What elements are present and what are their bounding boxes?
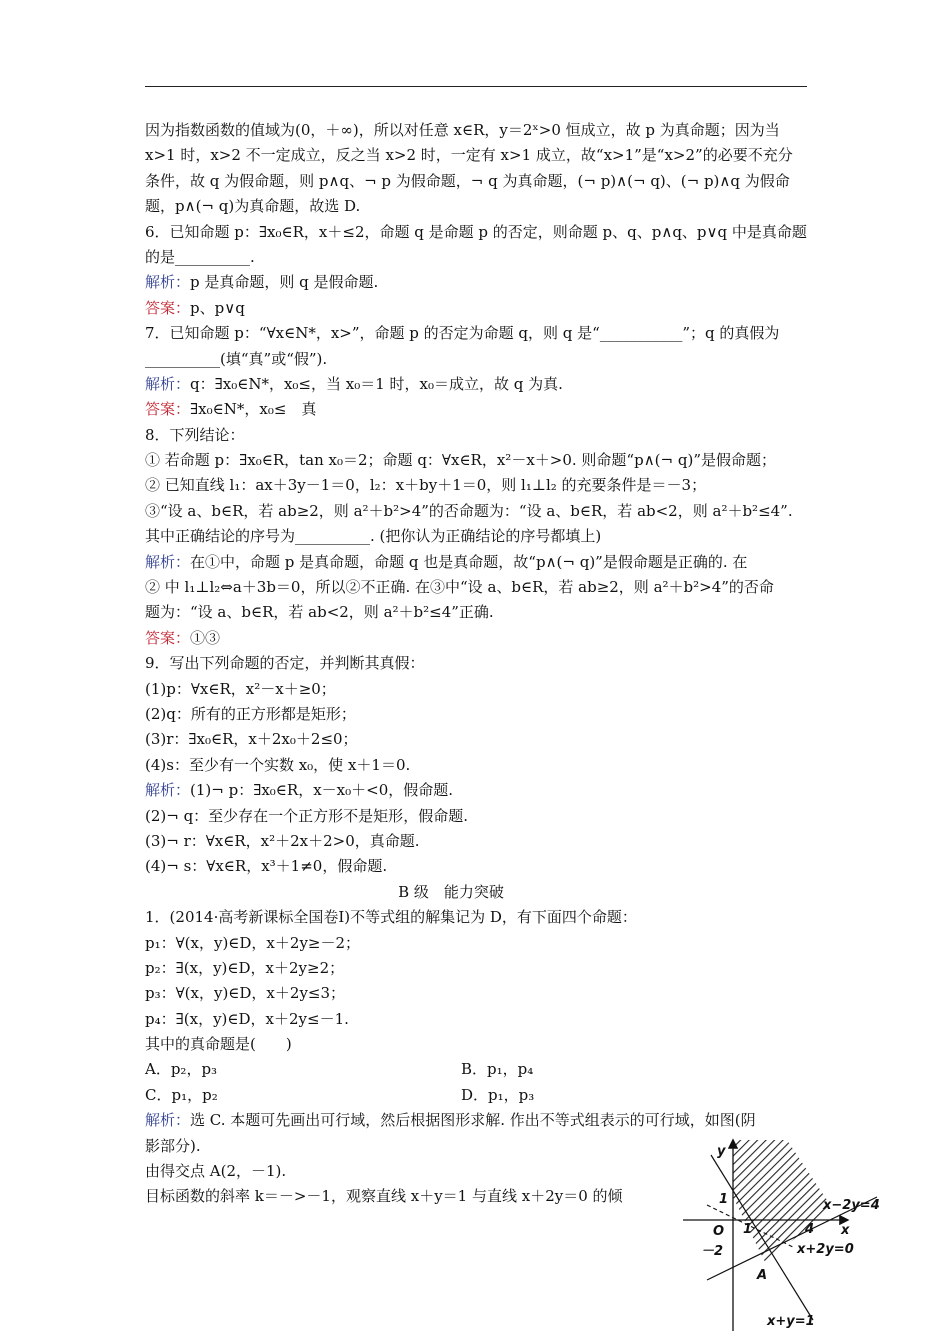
b1-analysis [145, 1108, 807, 1133]
answer-text: ∃x₀∈N*，x₀≤ 真 [190, 400, 317, 419]
intro-line: x>1 时，x>2 不一定成立，反之当 x>2 时，一定有 x>1 成立，故“x>1”是“x>2”的必要不充分 [145, 146, 793, 165]
b1-analysis-cont: 由得交点 A(2，－1). [145, 1162, 287, 1181]
label-x-minus-2y-eq-4: x−2y=4 [823, 1198, 880, 1213]
feasible-region-svg [677, 1135, 897, 1335]
q9-question: 9．写出下列命题的否定，并判断其真假： [145, 654, 425, 673]
option-d: D．p₁，p₃ [461, 1085, 535, 1104]
q7-question: 7．已知命题 p：“∀x∈N*，x>”，命题 p 的否定为命题 q，则 q 是“___________”；q 的真假为 [145, 324, 780, 343]
q9-analysis-cont: (3)¬ r：∀x∈R，x²＋2x＋2>0，真命题. [145, 831, 420, 850]
q9-question: (1)p：∀x∈R，x²－x＋≥0； [145, 679, 336, 698]
q6-answer [145, 296, 807, 321]
q6-question: 的是__________. [145, 247, 255, 266]
b1-question: p₃：∀(x，y)∈D，x＋2y≤3； [145, 984, 346, 1003]
q8-analysis [145, 550, 807, 575]
q9-analysis-cont: (2)¬ q：至少存在一个正方形不是矩形，假命题. [145, 806, 468, 825]
q6-question: 6．已知命题 p：∃x₀∈R，x＋≤2，命题 q 是命题 p 的否定，则命题 p、q、p∧q、p∨q 中是真命题 [145, 222, 807, 241]
b1-analysis-cont: 影部分). [145, 1136, 201, 1155]
point-a-label: A [757, 1268, 768, 1283]
intro-line: 条件，故 q 为假命题，则 p∧q、¬ p 为假命题，¬ q 为真命题，(¬ p)∧(¬ q)、(¬ p)∧q 为假命 [145, 171, 790, 190]
analysis-label: 解析： [145, 1111, 191, 1130]
option-b: B．p₁，p₄ [461, 1060, 534, 1079]
x-axis-label: x [841, 1223, 850, 1238]
analysis-label: 解析： [145, 374, 191, 393]
q9-question: (3)r：∃x₀∈R，x＋2x₀＋2≤0； [145, 730, 358, 749]
b1-options-row [145, 1057, 807, 1082]
b1-analysis-cont: 目标函数的斜率 k＝－>－1，观察直线 x＋y＝1 与直线 x＋2y＝0 的倾 [145, 1187, 623, 1206]
q8-question: ② 已知直线 l₁：ax＋3y－1＝0，l₂：x＋by＋1＝0，则 l₁⊥l₂ 的充要条件是＝－3； [145, 476, 707, 495]
section-heading: B 级 能力突破 [398, 882, 504, 901]
option-c: C．p₁，p₂ [145, 1085, 218, 1104]
q9-analysis [145, 778, 807, 803]
q8-question: ① 若命题 p：∃x₀∈R，tan x₀＝2；命题 q：∀x∈R，x²－x＋>0. 则命题“p∧(¬ q)”是假命题； [145, 451, 776, 470]
feasible-region-figure [677, 1135, 897, 1335]
analysis-text: (1)¬ p：∃x₀∈R，x－x₀＋<0，假命题. [190, 781, 454, 800]
header-rule [145, 86, 807, 87]
analysis-label: 解析： [145, 552, 191, 571]
q8-analysis-cont: 题为：“设 a、b∈R，若 ab<2，则 a²＋b²≤4”正确. [145, 603, 494, 622]
q8-analysis-cont: ② 中 l₁⊥l₂⇔a＋3b＝0，所以②不正确. 在③中“设 a、b∈R，若 ab≥2，则 a²＋b²>4”的否命 [145, 578, 774, 597]
b1-question: p₄：∃(x，y)∈D，x＋2y≤－1. [145, 1009, 349, 1028]
answer-text: ①③ [190, 628, 221, 647]
b1-question: p₂：∃(x，y)∈D，x＋2y≥2； [145, 958, 345, 977]
q8-question: 其中正确结论的序号为__________. (把你认为正确结论的序号都填上) [145, 527, 602, 546]
answer-label: 答案： [145, 400, 191, 419]
label-x-plus-2y-eq-0: x+2y=0 [797, 1242, 854, 1257]
q8-answer [145, 626, 807, 651]
b1-options-row [145, 1083, 807, 1108]
q8-question: ③“设 a、b∈R，若 ab≥2，则 a²＋b²>4”的否命题为：“设 a、b∈R，若 ab<2，则 a²＋b²≤4”. [145, 501, 793, 520]
q7-answer [145, 397, 807, 422]
answer-label: 答案： [145, 298, 191, 317]
q9-analysis-cont: (4)¬ s：∀x∈R，x³＋1≠0，假命题. [145, 857, 388, 876]
answer-label: 答案： [145, 628, 191, 647]
document-body [145, 118, 807, 1210]
y-axis-label: y [717, 1144, 726, 1159]
label-x-plus-y-eq-1: x+y=1 [767, 1314, 815, 1329]
b1-question: 1．(2014·高考新课标全国卷Ⅰ)不等式组的解集记为 D，有下面四个命题： [145, 908, 637, 927]
x-tick-4: 4 [805, 1222, 815, 1237]
q9-question: (4)s：至少有一个实数 x₀，使 x＋1＝0. [145, 755, 411, 774]
answer-text: p、p∨q [190, 298, 245, 317]
analysis-text: q：∃x₀∈N*，x₀≤，当 x₀＝1 时，x₀＝成立，故 q 为真. [190, 374, 563, 393]
q7-analysis [145, 372, 807, 397]
analysis-text: 选 C. 本题可先画出可行域，然后根据图形求解. 作出不等式组表示的可行域，如图(阴 [190, 1111, 756, 1130]
b1-question: p₁：∀(x，y)∈D，x＋2y≥－2； [145, 933, 361, 952]
x-tick-1: 1 [743, 1222, 753, 1237]
intro-line: 题，p∧(¬ q)为真命题，故选 D. [145, 197, 361, 216]
y-tick-1: 1 [719, 1192, 729, 1207]
origin-label: O [713, 1224, 725, 1239]
q7-question: __________(填“真”或“假”). [145, 349, 328, 368]
q6-analysis [145, 270, 807, 295]
analysis-text: 在①中，命题 p 是真命题，命题 q 也是真命题，故“p∧(¬ q)”是假命题是正确的. 在 [190, 552, 748, 571]
q9-question: (2)q：所有的正方形都是矩形； [145, 704, 356, 723]
b1-question: 其中的真命题是( ) [145, 1035, 292, 1054]
analysis-label: 解析： [145, 781, 191, 800]
option-a: A．p₂，p₃ [145, 1060, 218, 1079]
intro-line: 因为指数函数的值域为(0，＋∞)，所以对任意 x∈R，y＝2ˣ>0 恒成立，故 p 为真命题；因为当 [145, 121, 780, 139]
q8-question: 8．下列结论： [145, 425, 245, 444]
analysis-text: p 是真命题，则 q 是假命题. [190, 273, 379, 292]
analysis-label: 解析： [145, 273, 191, 292]
y-tick-neg2: －2 [701, 1244, 724, 1259]
